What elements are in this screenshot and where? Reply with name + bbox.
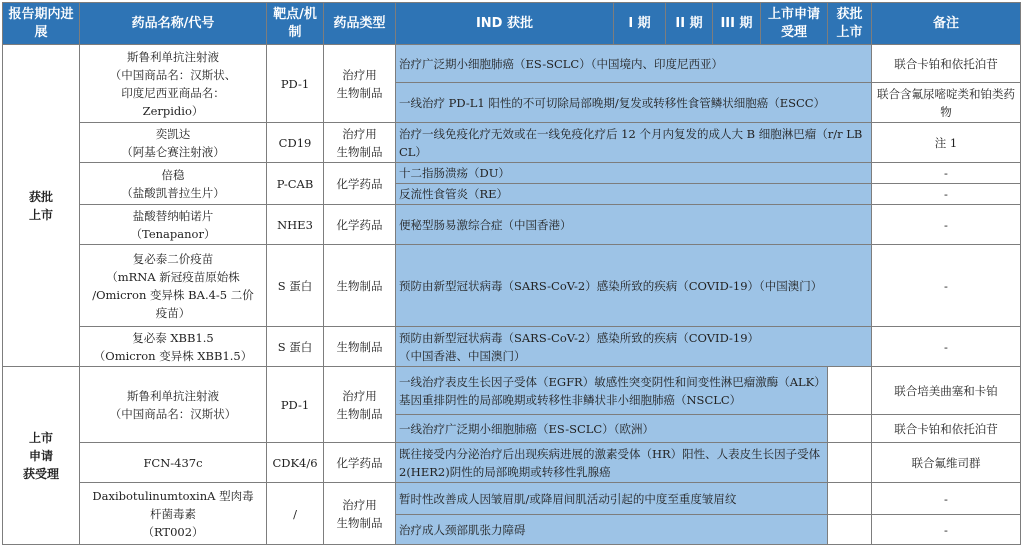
note-cell: - xyxy=(872,483,1021,515)
approved-empty-cell xyxy=(828,515,872,545)
header-phase1: I 期 xyxy=(614,3,666,45)
header-phase3: III 期 xyxy=(713,3,761,45)
drug-type-cell: 化学药品 xyxy=(324,205,396,245)
progress-bar-indication: 暂时性改善成人因皱眉肌/或降眉间肌活动引起的中度至重度皱眉纹 xyxy=(396,483,828,515)
progress-bar-indication: 一线治疗表皮生长因子受体（EGFR）敏感性突变阴性和间变性淋巴瘤激酶（ALK）基因重排阴性的局部晚期或转移性非鳞状非小细胞肺癌（NSCLC） xyxy=(396,367,828,415)
header-target: 靶点/机制 xyxy=(267,3,324,45)
note-cell: 联合卡铂和依托泊苷 xyxy=(872,45,1021,83)
note-cell: 注 1 xyxy=(872,123,1021,163)
header-nda: 上市申请受理 xyxy=(761,3,828,45)
note-cell: - xyxy=(872,205,1021,245)
note-cell: 联合氟维司群 xyxy=(872,443,1021,483)
note-cell: - xyxy=(872,327,1021,367)
progress-bar-indication: 一线治疗 PD-L1 阳性的不可切除局部晚期/复发或转移性食管鳞状细胞癌（ESCC） xyxy=(396,83,872,123)
approved-empty-cell xyxy=(828,367,872,415)
header-type: 药品类型 xyxy=(324,3,396,45)
drug-name-cell: 奕凯达 （阿基仑赛注射液） xyxy=(80,123,267,163)
drug-name-cell: 复必泰二价疫苗 （mRNA 新冠疫苗原始株 /Omicron 变异株 BA.4-5 二价 疫苗） xyxy=(80,245,267,327)
drug-name-cell: 斯鲁利单抗注射液 （中国商品名：汉斯状） xyxy=(80,367,267,443)
stage-cell: 上市 申请 获受理 xyxy=(3,367,80,545)
header-row xyxy=(3,3,1021,45)
table-row xyxy=(3,367,1021,415)
progress-bar-indication: 治疗成人颈部肌张力障碍 xyxy=(396,515,828,545)
note-cell: 联合培美曲塞和卡铂 xyxy=(872,367,1021,415)
drug-name-cell: 复必泰 XBB1.5 （Omicron 变异株 XBB1.5） xyxy=(80,327,267,367)
table-row xyxy=(3,245,1021,327)
approved-empty-cell xyxy=(828,443,872,483)
target-cell: P-CAB xyxy=(267,163,324,205)
progress-bar-indication: 治疗广泛期小细胞肺癌（ES-SCLC）（中国境内、印度尼西亚） xyxy=(396,45,872,83)
pipeline-body xyxy=(3,45,1021,545)
progress-bar-indication: 既往接受内分泌治疗后出现疾病进展的激素受体（HR）阳性、人表皮生长因子受体 2(HER2)阴性的局部晚期或转移性乳腺癌 xyxy=(396,443,828,483)
target-cell: / xyxy=(267,483,324,545)
progress-bar-indication: 治疗一线免疫化疗无效或在一线免疫化疗后 12 个月内复发的成人大 B 细胞淋巴瘤（r/r LBCL） xyxy=(396,123,872,163)
drug-name-cell: 倍稳 （盐酸凯普拉生片） xyxy=(80,163,267,205)
table-row xyxy=(3,443,1021,483)
table-row xyxy=(3,327,1021,367)
target-cell: PD-1 xyxy=(267,367,324,443)
drug-name-cell: 斯鲁利单抗注射液 （中国商品名：汉斯状、 印度尼西亚商品名： Zerpidio） xyxy=(80,45,267,123)
drug-type-cell: 生物制品 xyxy=(324,245,396,327)
drug-name-cell: DaxibotulinumtoxinA 型肉毒 杆菌毒素 （RT002） xyxy=(80,483,267,545)
header-drug: 药品名称/代号 xyxy=(80,3,267,45)
progress-bar-indication: 一线治疗广泛期小细胞肺癌（ES-SCLC）（欧洲） xyxy=(396,415,828,443)
target-cell: S 蛋白 xyxy=(267,327,324,367)
progress-bar-indication: 预防由新型冠状病毒（SARS-CoV-2）感染所致的疾病（COVID-19） （中国香港、中国澳门） xyxy=(396,327,872,367)
approved-empty-cell xyxy=(828,483,872,515)
table-row xyxy=(3,123,1021,163)
drug-type-cell: 治疗用 生物制品 xyxy=(324,483,396,545)
note-cell: - xyxy=(872,184,1021,205)
note-cell: - xyxy=(872,515,1021,545)
progress-bar-indication: 便秘型肠易激综合症（中国香港） xyxy=(396,205,872,245)
note-cell: - xyxy=(872,163,1021,184)
pipeline-table xyxy=(2,2,1021,545)
table-row xyxy=(3,205,1021,245)
progress-bar-indication: 反流性食管炎（RE） xyxy=(396,184,872,205)
note-cell: - xyxy=(872,245,1021,327)
drug-type-cell: 治疗用 生物制品 xyxy=(324,123,396,163)
target-cell: CDK4/6 xyxy=(267,443,324,483)
approved-empty-cell xyxy=(828,415,872,443)
table-row xyxy=(3,483,1021,515)
target-cell: PD-1 xyxy=(267,45,324,123)
progress-bar-indication: 十二指肠溃疡（DU） xyxy=(396,163,872,184)
header-approved: 获批上市 xyxy=(828,3,872,45)
drug-type-cell: 化学药品 xyxy=(324,443,396,483)
note-cell: 联合卡铂和依托泊苷 xyxy=(872,415,1021,443)
drug-name-cell: FCN-437c xyxy=(80,443,267,483)
drug-type-cell: 治疗用 生物制品 xyxy=(324,45,396,123)
drug-type-cell: 生物制品 xyxy=(324,327,396,367)
drug-type-cell: 化学药品 xyxy=(324,163,396,205)
drug-type-cell: 治疗用 生物制品 xyxy=(324,367,396,443)
table-row xyxy=(3,163,1021,184)
target-cell: S 蛋白 xyxy=(267,245,324,327)
stage-cell: 获批 上市 xyxy=(3,45,80,367)
header-ind: IND 获批 xyxy=(396,3,614,45)
header-note: 备注 xyxy=(872,3,1021,45)
progress-bar-indication: 预防由新型冠状病毒（SARS-CoV-2）感染所致的疾病（COVID-19）（中国澳门） xyxy=(396,245,872,327)
note-cell: 联合含氟尿嘧啶类和铂类药物 xyxy=(872,83,1021,123)
drug-name-cell: 盐酸替纳帕诺片 （Tenapanor） xyxy=(80,205,267,245)
target-cell: NHE3 xyxy=(267,205,324,245)
header-phase2: II 期 xyxy=(666,3,713,45)
target-cell: CD19 xyxy=(267,123,324,163)
table-row xyxy=(3,45,1021,83)
header-stage: 报告期内进展 xyxy=(3,3,80,45)
